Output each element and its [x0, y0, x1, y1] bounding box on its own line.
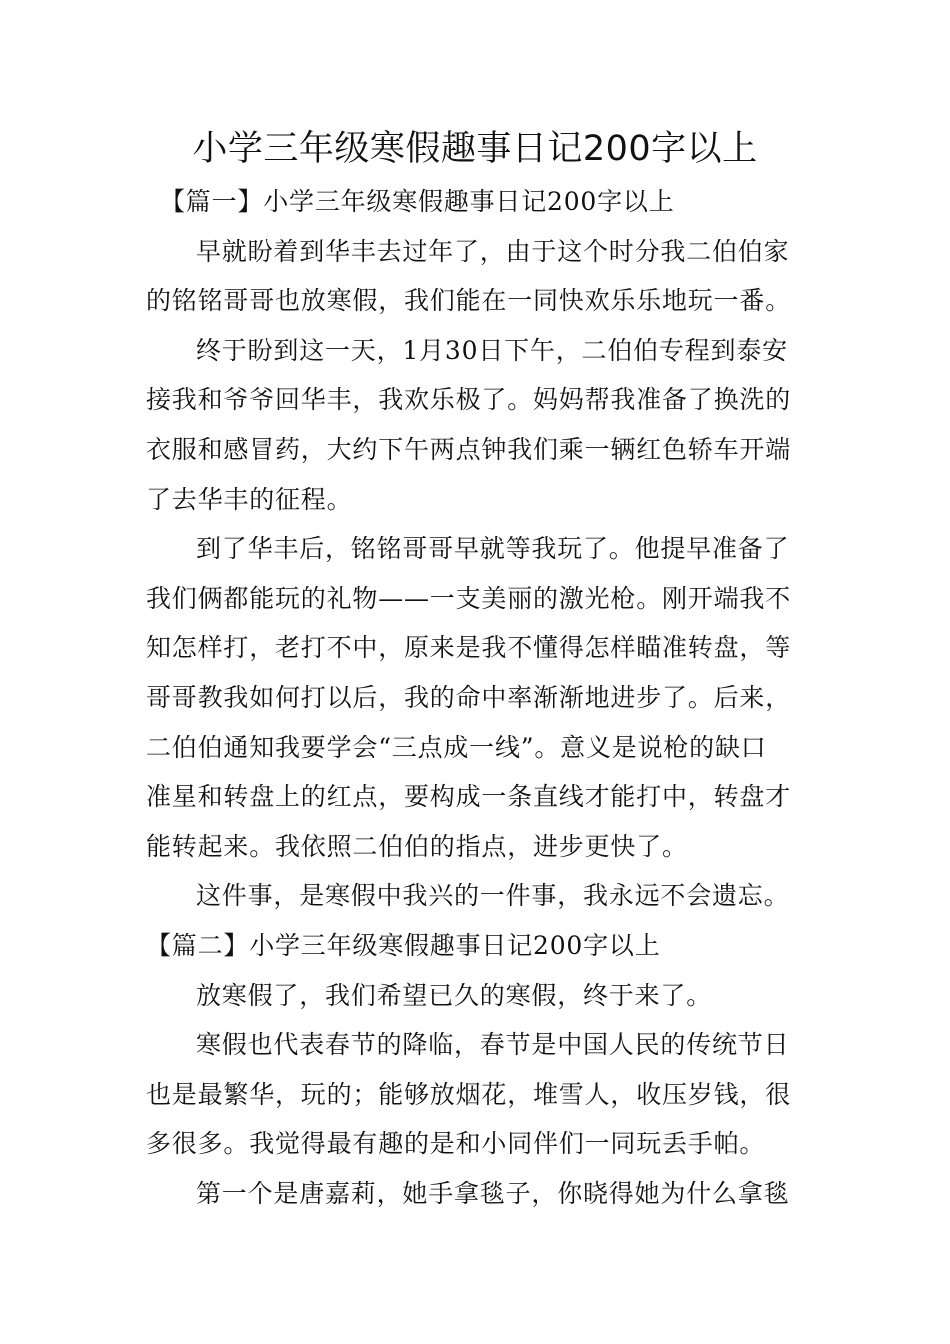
document-title: 小学三年级寒假趣事日记200字以上	[192, 129, 758, 169]
paragraph-line: 了去华丰的征程。	[146, 484, 353, 514]
paragraph-line: 多很多。我觉得最有趣的是和小同伴们一同玩丢手帕。	[146, 1129, 766, 1159]
paragraph-line: 到了华丰后，铭铭哥哥早就等我玩了。他提早准备了	[196, 534, 790, 564]
paragraph-line: 能转起来。我依照二伯伯的指点，进步更快了。	[146, 831, 688, 861]
paragraph-line: 我们俩都能玩的礼物——一支美丽的激光枪。刚开端我不	[146, 583, 792, 613]
paragraph-line: 的铭铭哥哥也放寒假，我们能在一同快欢乐乐地玩一番。	[146, 286, 792, 316]
paragraph-line: 放寒假了，我们希望已久的寒假，终于来了。	[196, 980, 713, 1010]
paragraph-line: 第一个是唐嘉莉，她手拿毯子，你晓得她为什么拿毯	[196, 1178, 790, 1208]
paragraph-line: 二伯伯通知我要学会“三点成一线”。意义是说枪的缺口	[146, 732, 767, 762]
paragraph-line: 衣服和感冒药，大约下午两点钟我们乘一辆红色轿车开端	[146, 434, 792, 464]
paragraph-line: 终于盼到这一天，1月30日下午，二伯伯专程到泰安	[196, 335, 788, 365]
paragraph-line: 这件事，是寒假中我兴的一件事，我永远不会遗忘。	[196, 881, 790, 911]
section-heading-2: 【篇二】小学三年级寒假趣事日记200字以上	[146, 930, 661, 960]
paragraph-line: 也是最繁华，玩的；能够放烟花，堆雪人，收压岁钱，很	[146, 1079, 792, 1109]
paragraph-line: 早就盼着到华丰去过年了，由于这个时分我二伯伯家	[196, 236, 790, 266]
paragraph-line: 准星和转盘上的红点，要构成一条直线才能打中，转盘才	[146, 782, 792, 812]
paragraph-line: 寒假也代表春节的降临，春节是中国人民的传统节日	[196, 1030, 790, 1060]
paragraph-line: 哥哥教我如何打以后，我的命中率渐渐地进步了。后来，	[146, 682, 792, 712]
section-heading-1: 【篇一】小学三年级寒假趣事日记200字以上	[160, 187, 675, 216]
paragraph-line: 知怎样打，老打不中，原来是我不懂得怎样瞄准转盘，等	[146, 633, 792, 663]
paragraph-line: 接我和爷爷回华丰，我欢乐极了。妈妈帮我准备了换洗的	[146, 385, 792, 415]
document-body	[146, 177, 806, 1218]
